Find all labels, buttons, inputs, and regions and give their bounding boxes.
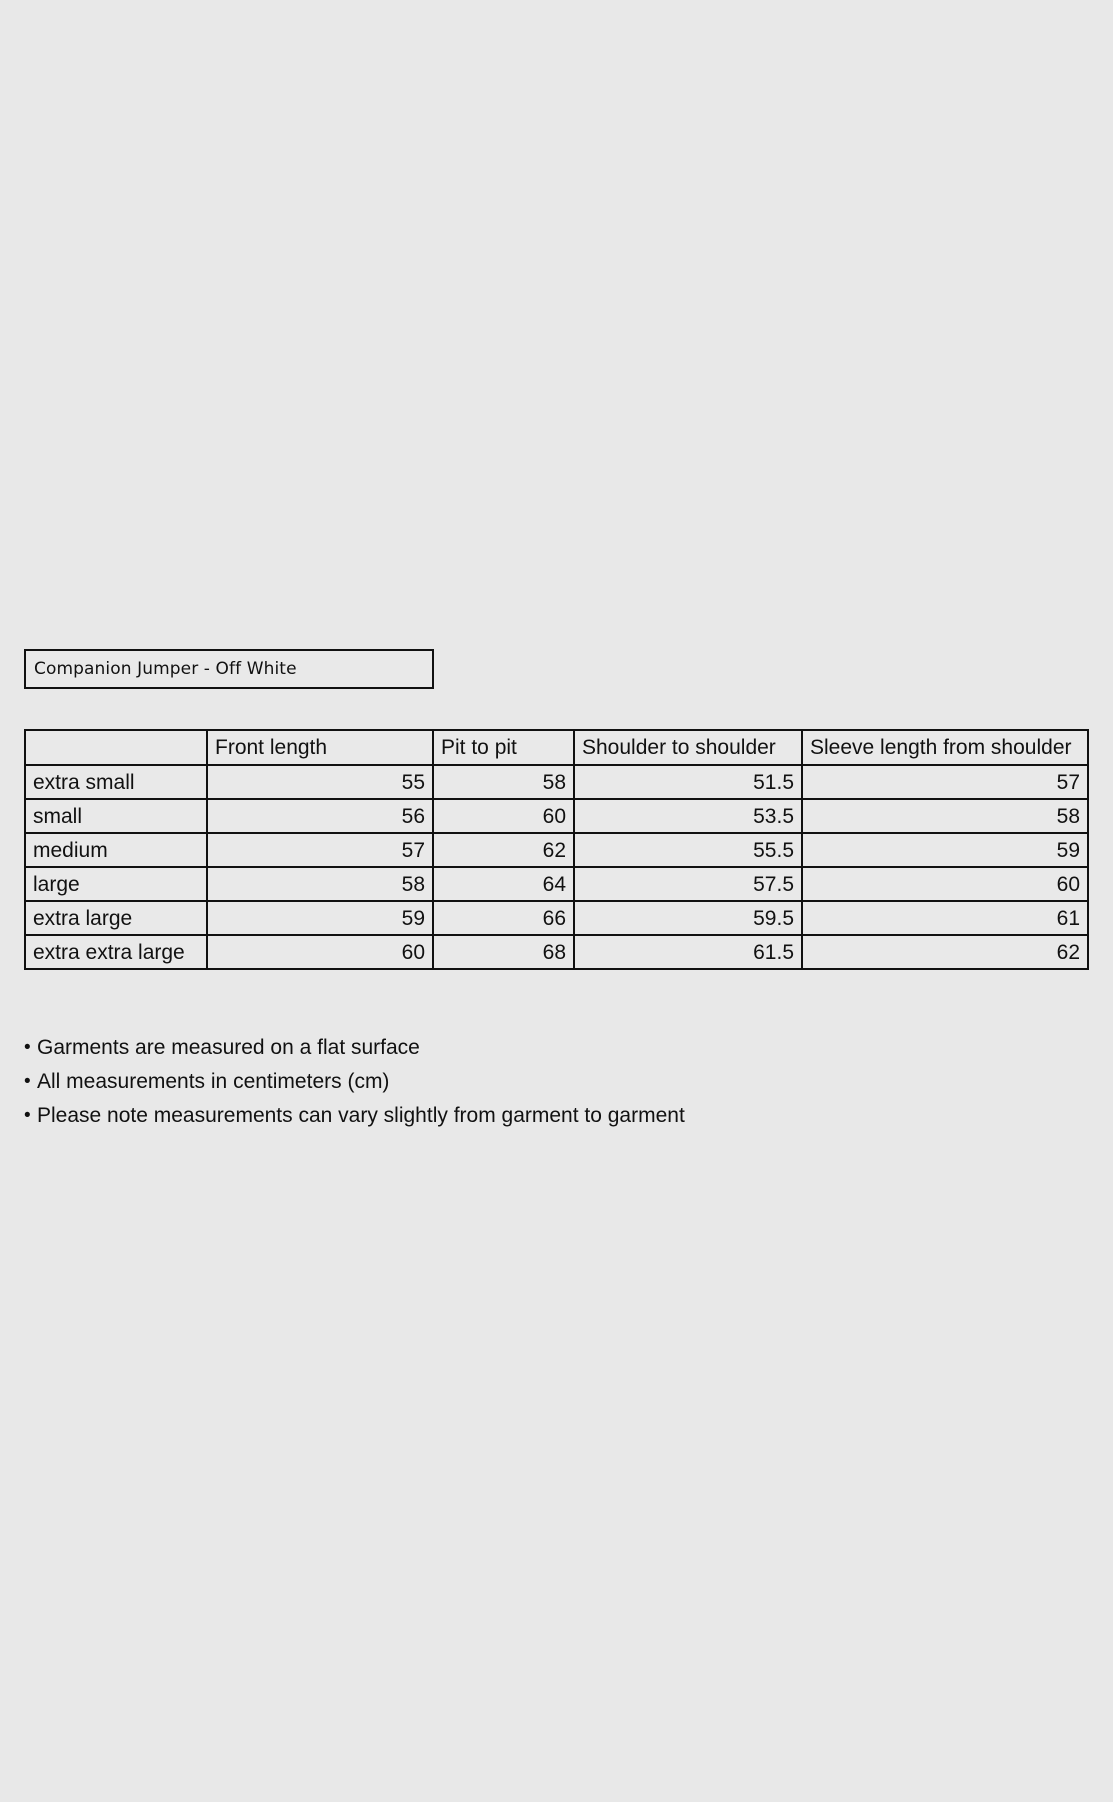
cell-extra-extra-large-shoulder-to-shoulder: 61.5 bbox=[574, 935, 802, 969]
header-front-length: Front length bbox=[207, 730, 433, 765]
row-label-large: large bbox=[25, 867, 207, 901]
table-row bbox=[25, 901, 1088, 935]
measurement-notes bbox=[24, 1030, 924, 1132]
cell-extra-extra-large-pit-to-pit: 68 bbox=[433, 935, 574, 969]
table-row bbox=[25, 833, 1088, 867]
row-label-medium: medium bbox=[25, 833, 207, 867]
bullet-icon: • bbox=[24, 1104, 31, 1126]
cell-extra-small-pit-to-pit: 58 bbox=[433, 765, 574, 799]
note-text-variance: Please note measurements can vary slightly from garment to garment bbox=[37, 1103, 685, 1127]
note-text-centimeters: All measurements in centimeters (cm) bbox=[37, 1069, 390, 1093]
cell-extra-large-sleeve-length: 61 bbox=[802, 901, 1088, 935]
cell-large-pit-to-pit: 64 bbox=[433, 867, 574, 901]
table-row bbox=[25, 799, 1088, 833]
cell-extra-extra-large-sleeve-length: 62 bbox=[802, 935, 1088, 969]
size-chart-body bbox=[25, 765, 1088, 969]
cell-small-front-length: 56 bbox=[207, 799, 433, 833]
product-title-box bbox=[24, 649, 434, 689]
cell-small-sleeve-length: 58 bbox=[802, 799, 1088, 833]
note-item bbox=[24, 1098, 924, 1132]
table-header-row bbox=[25, 730, 1088, 765]
header-pit-to-pit: Pit to pit bbox=[433, 730, 574, 765]
cell-extra-large-pit-to-pit: 66 bbox=[433, 901, 574, 935]
row-label-extra-large: extra large bbox=[25, 901, 207, 935]
cell-extra-small-sleeve-length: 57 bbox=[802, 765, 1088, 799]
cell-large-sleeve-length: 60 bbox=[802, 867, 1088, 901]
header-sleeve-length-from-shoulder: Sleeve length from shoulder bbox=[802, 730, 1088, 765]
note-text-flat-surface: Garments are measured on a flat surface bbox=[37, 1035, 420, 1059]
table-row bbox=[25, 867, 1088, 901]
size-chart-header bbox=[25, 730, 1088, 765]
table-row bbox=[25, 765, 1088, 799]
cell-small-pit-to-pit: 60 bbox=[433, 799, 574, 833]
cell-small-shoulder-to-shoulder: 53.5 bbox=[574, 799, 802, 833]
cell-large-shoulder-to-shoulder: 57.5 bbox=[574, 867, 802, 901]
cell-medium-pit-to-pit: 62 bbox=[433, 833, 574, 867]
row-label-extra-extra-large: extra extra large bbox=[25, 935, 207, 969]
cell-extra-large-shoulder-to-shoulder: 59.5 bbox=[574, 901, 802, 935]
bullet-icon: • bbox=[24, 1036, 31, 1058]
cell-extra-small-front-length: 55 bbox=[207, 765, 433, 799]
size-chart-table bbox=[24, 729, 1089, 970]
size-chart-container bbox=[24, 729, 1087, 970]
cell-medium-shoulder-to-shoulder: 55.5 bbox=[574, 833, 802, 867]
header-shoulder-to-shoulder: Shoulder to shoulder bbox=[574, 730, 802, 765]
cell-extra-extra-large-front-length: 60 bbox=[207, 935, 433, 969]
cell-medium-front-length: 57 bbox=[207, 833, 433, 867]
bullet-icon: • bbox=[24, 1070, 31, 1092]
row-label-small: small bbox=[25, 799, 207, 833]
cell-extra-large-front-length: 59 bbox=[207, 901, 433, 935]
product-title: Companion Jumper - Off White bbox=[34, 658, 297, 679]
cell-medium-sleeve-length: 59 bbox=[802, 833, 1088, 867]
header-corner-blank bbox=[25, 730, 207, 765]
cell-large-front-length: 58 bbox=[207, 867, 433, 901]
table-row bbox=[25, 935, 1088, 969]
row-label-extra-small: extra small bbox=[25, 765, 207, 799]
note-item bbox=[24, 1064, 924, 1098]
cell-extra-small-shoulder-to-shoulder: 51.5 bbox=[574, 765, 802, 799]
note-item bbox=[24, 1030, 924, 1064]
